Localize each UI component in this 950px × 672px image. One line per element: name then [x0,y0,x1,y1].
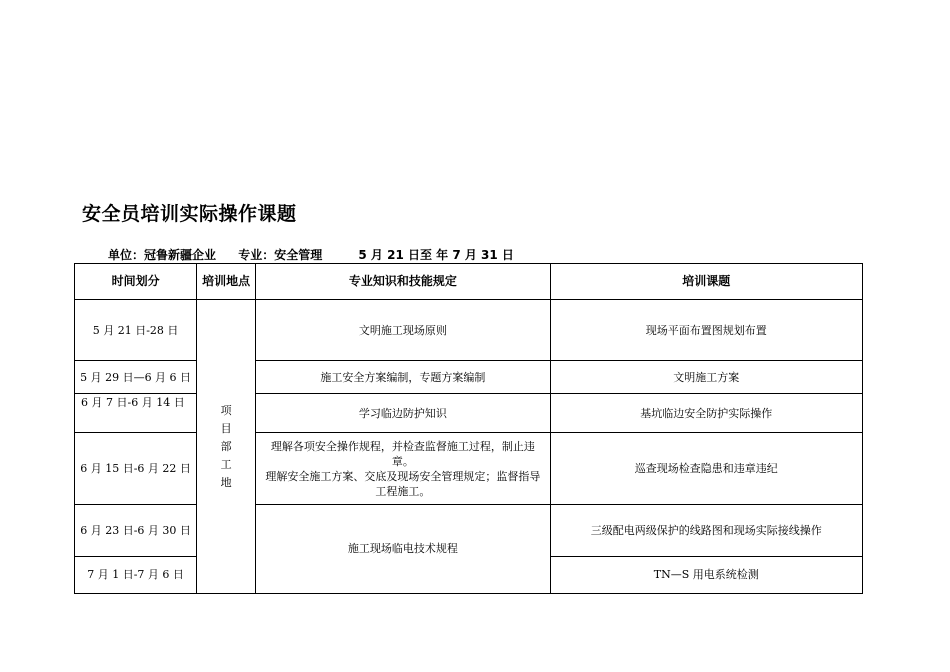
row-topic: TN—S 用电系统检测 [550,556,862,593]
row-topic: 三级配电两级保护的线路图和现场实际接线操作 [550,504,862,556]
row-time: 6 月 7 日-6 月 14 日 [75,394,197,433]
header-topic: 培训课题 [550,264,862,300]
row-rules: 施工安全方案编制，专题方案编制 [256,361,550,394]
row-time: 7 月 1 日-7 月 6 日 [75,556,197,593]
rule-line: 理解安全施工方案、交底及现场安全管理规定；监督指导工程施工。 [265,469,541,498]
rule-line: 理解各项安全操作规程，并检查监督施工过程，制止违章。 [270,439,535,468]
header-time: 时间划分 [75,264,197,300]
table-row [75,433,863,504]
place-cell [197,300,256,594]
row-time: 5 月 29 日—6 月 6 日 [75,361,197,394]
table-header-row [75,264,863,300]
major-label: 专业：安全管理 [238,248,323,262]
meta-line [108,246,514,263]
row-topic: 文明施工方案 [550,361,862,394]
row-time: 6 月 23 日-6 月 30 日 [75,504,197,556]
row-topic: 现场平面布置图规划布置 [550,300,862,361]
row-rules: 文明施工现场原则 [256,300,550,361]
document-title: 安全员培训实际操作课题 [82,203,297,225]
header-rules: 专业知识和技能规定 [256,264,550,300]
row-rules: 学习临边防护知识 [256,394,550,433]
training-table [74,263,863,594]
row-rules [256,433,550,504]
header-place: 培训地点 [197,264,256,300]
period-label: 5 月 21 日至 年 7 月 31 日 [358,248,514,262]
table-row [75,394,863,433]
unit-label: 单位：冠鲁新疆企业 [108,248,217,262]
table-row [75,300,863,361]
row-rules: 施工现场临电技术规程 [256,504,550,593]
table-row [75,504,863,556]
row-topic: 巡查现场检查隐患和违章违纪 [550,433,862,504]
row-topic: 基坑临边安全防护实际操作 [550,394,862,433]
row-time: 6 月 15 日-6 月 22 日 [75,433,197,504]
row-time: 5 月 21 日-28 日 [75,300,197,361]
table-row [75,361,863,394]
place-value: 项目部工地 [220,403,232,489]
